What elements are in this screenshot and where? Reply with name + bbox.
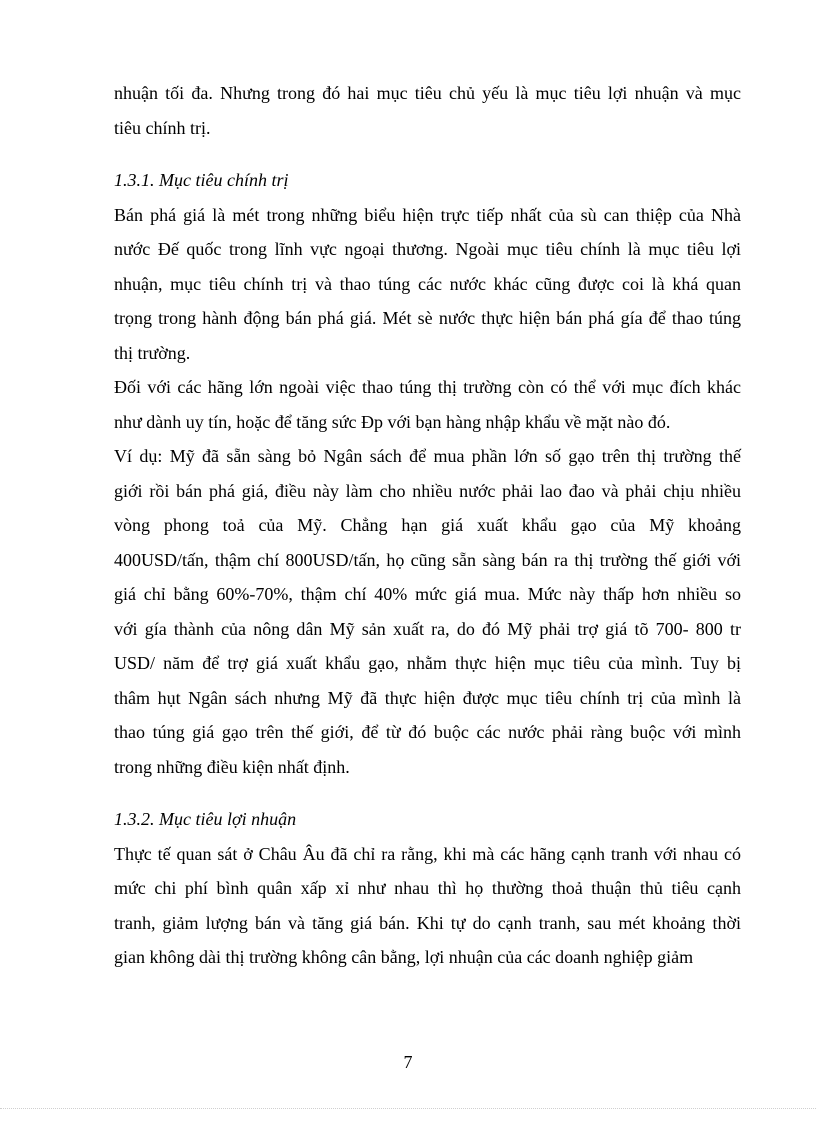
text-line: giới rồi bán phá giá, điều này làm cho nhiều nước phải lao đao và phải chịu nhiều <box>114 480 741 501</box>
page-number: 7 <box>403 1052 413 1072</box>
text-line: USD/ năm để trợ giá xuất khẩu gạo, nhằm thực hiện mục tiêu của mình. Tuy bị <box>114 653 741 673</box>
text-line: Ví dụ: Mỹ đã sẵn sàng bỏ Ngân sách để mua phần lớn số gạo trên thị trường thế <box>114 446 741 466</box>
text-line: tiêu chính trị. <box>114 117 211 138</box>
text-line: nước Đế quốc trong lĩnh vực ngoại thương. Ngoài mục tiêu chính là mục tiêu lợi <box>114 239 741 259</box>
text-line: 400USD/tấn, thậm chí 800USD/tấn, họ cũng sẵn sàng bán ra thị trường thế giới với <box>114 549 741 570</box>
text-line: thâm hụt Ngân sách nhưng Mỹ đã thực hiện được mục tiêu chính trị của mình là <box>114 687 741 708</box>
text-line: mức chi phí bình quân xấp xỉ như nhau thì họ thường thoả thuận thủ tiêu cạnh <box>114 878 741 898</box>
section-heading-political-goal: 1.3.1. Mục tiêu chính trị <box>114 170 289 190</box>
text-line: gian không dài thị trường không cân bằng, lợi nhuận của các doanh nghiệp giảm <box>114 947 694 967</box>
text-line: vòng phong toả của Mỹ. Chẳng hạn giá xuất khẩu gạo của Mỹ khoảng <box>114 515 741 535</box>
text-line: như dành uy tín, hoặc để tăng sức Đp với bạn hàng nhập khẩu về mặt nào đó. <box>114 411 671 432</box>
text-line: nhuận tối đa. Nhưng trong đó hai mục tiêu chủ yếu là mục tiêu lợi nhuận và mục <box>114 83 741 103</box>
text-line: tranh, giảm lượng bán và tăng giá bán. Khi tự do cạnh tranh, sau mét khoảng thời <box>114 912 741 933</box>
text-line: Thực tế quan sát ở Châu Âu đã chỉ ra rằng, khi mà các hãng cạnh tranh với nhau có <box>114 843 741 864</box>
intro-paragraph <box>114 76 741 145</box>
text-line: thị trường. <box>114 342 191 363</box>
text-line: Bán phá giá là mét trong những biểu hiện trực tiếp nhất của sù can thiệp của Nhà <box>114 204 741 225</box>
text-line: nhuận, mục tiêu chính trị và thao túng các nước khác cũng được coi là khá quan <box>114 273 741 294</box>
section-1-paragraph-3 <box>114 439 741 784</box>
section-2-paragraph-1 <box>114 837 741 975</box>
text-line: thao túng giá gạo trên thế giới, để từ đó buộc các nước phải ràng buộc với mình <box>114 722 741 742</box>
text-line: trọng trong hành động bán phá giá. Mét sè nước thực hiện bán phá gía để thao túng <box>114 308 741 328</box>
text-line: Đối với các hãng lớn ngoài việc thao túng thị trường còn có thể với mục đích khác <box>114 377 741 397</box>
page-bottom-divider <box>0 1108 816 1109</box>
section-1-paragraph-2 <box>114 370 741 439</box>
text-line: giá chỉ bằng 60%-70%, thậm chí 40% mức giá mua. Mức này thấp hơn nhiều so <box>114 584 741 604</box>
text-line: với gía thành của nông dân Mỹ sản xuất ra, do đó Mỹ phải trợ giá tõ 700- 800 tr <box>114 618 741 639</box>
section-heading-profit-goal: 1.3.2. Mục tiêu lợi nhuận <box>114 809 297 829</box>
page-content <box>114 76 741 975</box>
section-1-paragraph-1 <box>114 198 741 371</box>
text-line: trong những điều kiện nhất định. <box>114 756 350 777</box>
